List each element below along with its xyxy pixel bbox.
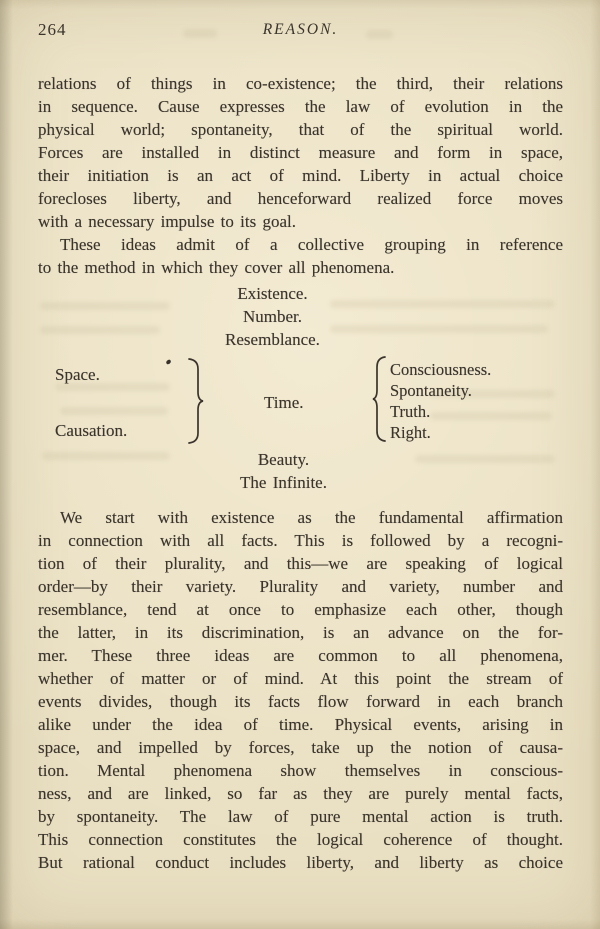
text-line: These ideas admit of a collective grouping in reference [60,235,563,254]
below-diagram-list [38,448,563,494]
text-line: physical world; spontaneity, that of the spiritual world. [38,120,563,139]
text-line: space, and impelled by forces, take up the notion of causa- [38,738,563,757]
text-line: relations of things in co-existence; the third, their relations [38,74,563,93]
running-title: REASON. [262,21,339,38]
text-line: resemblance, tend at once to emphasize each other, though [38,600,563,619]
text-line: to the method in which they cover all phenomena. [38,258,395,277]
text-line: tion of their plurality, and this—we are speaking of logical [38,554,563,573]
text-line: forecloses liberty, and henceforward realized force moves [38,189,563,208]
text-line: We start with existence as the fundamental affirmation [60,508,563,527]
text-line: in sequence. Cause expresses the law of evolution in the [38,97,563,116]
text-line: alike under the idea of time. Physical events, arising in [38,715,563,734]
text-line: This connection constitutes the logical coherence of thought. [38,830,563,849]
text-line: order—by their variety. Plurality and variety, number and [38,577,563,596]
text-line: whether of matter or of mind. At this point the stream of [38,669,563,688]
page-number: 264 [38,20,67,39]
paragraph-2 [38,233,563,279]
list-item: The Infinite. [240,473,327,492]
page-header [38,20,563,42]
diagram-item-causation: Causation. [55,421,128,440]
text-line: in connection with all facts. This is followed by a recogni- [38,531,563,550]
text-line: tion. Mental phenomena show themselves in conscious- [38,761,563,780]
text-line: with a necessary impulse to its goal. [38,212,296,231]
list-item: Existence. [237,284,308,303]
text-line: the latter, in its discrimination, is an advance on the for- [38,623,563,642]
text-line: their initiation is an act of mind. Liberty in actual choice [38,166,563,185]
text-line: But rational conduct includes liberty, and liberty as choice [38,853,563,872]
closing-brace-icon [185,357,205,445]
diagram-item: Spontaneity. [390,381,472,400]
list-item: Number. [242,307,303,326]
diagram-item-space: Space. [55,365,100,384]
text-line: mer. These three ideas are common to all phenomena, [38,646,563,665]
opening-brace-icon [372,355,388,443]
text-line: Forces are installed in distinct measure and form in space, [38,143,563,162]
grouping-diagram [38,353,563,445]
idea-list [38,282,563,351]
diagram-item-time: Time. [264,393,304,412]
list-item: Beauty. [257,450,310,469]
paragraph-3 [38,506,563,874]
text-line: by spontaneity. The law of pure mental action is truth. [38,807,563,826]
diagram-item: Right. [390,423,431,442]
text-line: events divides, though its facts flow forward in each branch [38,692,563,711]
text-line: ness, and are linked, so far as they are purely mental facts, [38,784,563,803]
paragraph-1 [38,72,563,233]
ink-speck [165,359,171,365]
diagram-item: Truth. [390,402,431,421]
diagram-item: Consciousness. [390,360,492,379]
diagram-right-list [390,359,491,443]
list-item: Resemblance. [225,330,320,349]
